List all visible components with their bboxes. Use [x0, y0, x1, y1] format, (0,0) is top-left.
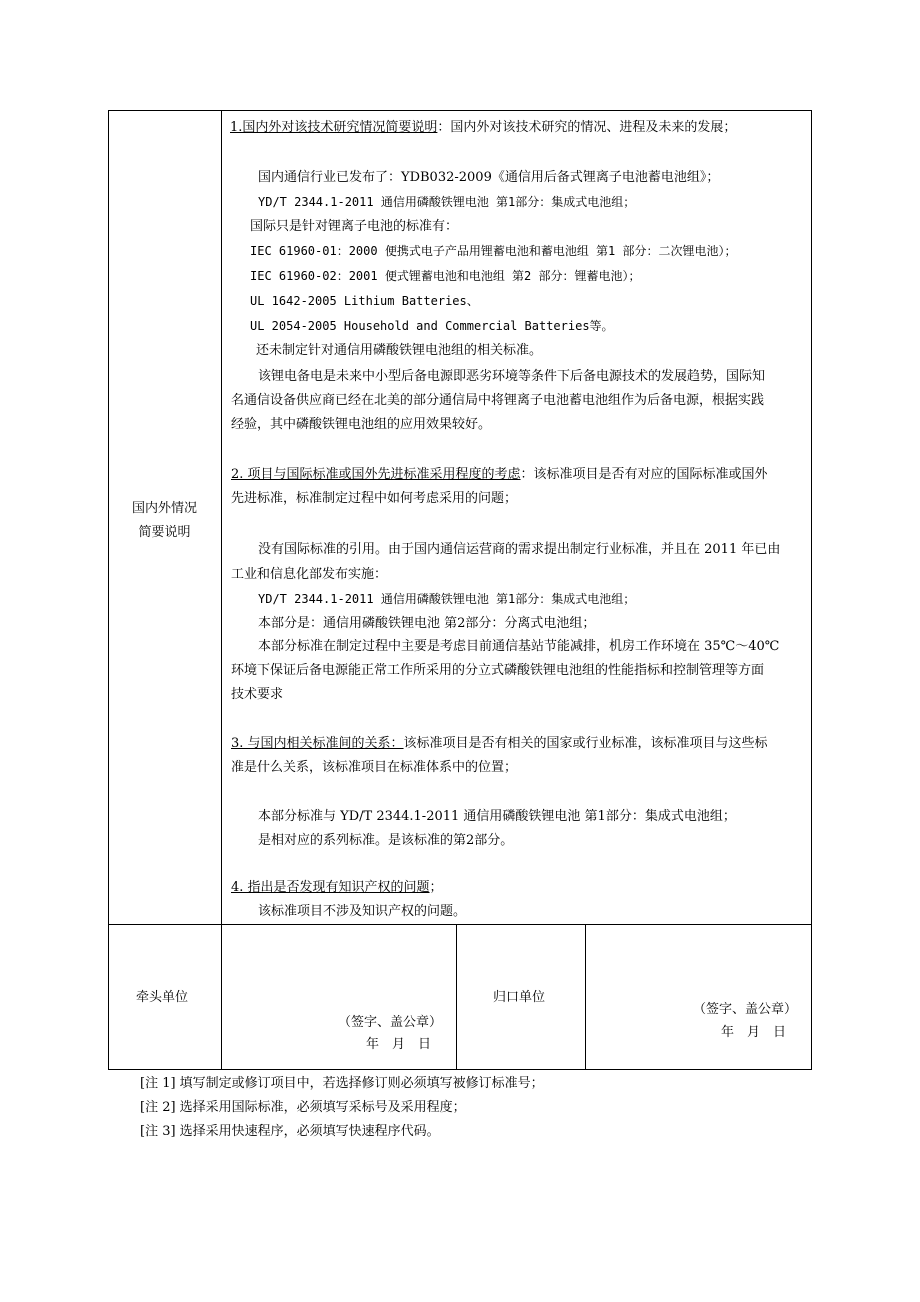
column-divider [456, 924, 457, 1070]
mgmt-unit-label: 归口单位 [493, 990, 546, 1005]
s2-line: 本部分标准在制定过程中主要是考虑目前通信基站节能减排，机房工作环境在 35℃～40℃ [258, 639, 780, 654]
note-1: [注 1] 填写制定或修订项目中，若选择修订则必须填写被修订标准号； [140, 1076, 544, 1091]
section-4-heading: 4. 指出是否发现有知识产权的问题； [231, 880, 443, 895]
section-3-heading-line2: 准是什么关系，该标准项目在标准体系中的位置； [231, 760, 518, 775]
column-divider [585, 924, 586, 1070]
column-divider [221, 110, 222, 1070]
s1-line: 名通信设备供应商已经在北美的部分通信局中将锂离子电池蓄电池组作为后备电源，根据实践 [231, 393, 765, 408]
lead-unit-date: 年 月 日 [366, 1037, 432, 1052]
s2-line: 本部分是：通信用磷酸铁锂电池 第2部分：分离式电池组； [258, 616, 596, 631]
mgmt-unit-date: 年 月 日 [721, 1025, 787, 1040]
s3-line: 是相对应的系列标准。是该标准的第2部分。 [258, 833, 514, 848]
s1-line: 该锂电备电是未来中小型后备电源即恶劣环境等条件下后备电源技术的发展趋势，国际知 [258, 369, 766, 384]
s1-line: UL 1642-2005 Lithium Batteries、 [250, 294, 479, 308]
s4-line: 该标准项目不涉及知识产权的问题。 [258, 904, 467, 919]
row-divider [108, 924, 812, 925]
row-label-line1: 国内外情况 [131, 501, 197, 516]
s1-line: 国际只是针对锂离子电池的标准有： [250, 219, 459, 234]
s1-line: IEC 61960-01：2000 便携式电子产品用锂蓄电池和蓄电池组 第1 部分：二次锂电池）； [250, 244, 737, 258]
section-2-heading: 2. 项目与国际标准或国外先进标准采用程度的考虑：该标准项目是否有对应的国际标准或国外 [231, 467, 768, 482]
s1-line: UL 2054-2005 Household and Commercial Batteries等。 [250, 319, 614, 333]
lead-unit-label: 牵头单位 [136, 990, 189, 1005]
s3-line: 本部分标准与 YD/T 2344.1-2011 通信用磷酸铁锂电池 第1部分：集成式电池组； [258, 809, 736, 824]
row-label-line2: 简要说明 [138, 525, 191, 540]
s1-line: 国内通信行业已发布了：YDB032-2009《通信用后备式锂离子电池蓄电池组》； [258, 170, 720, 185]
s2-line: 技术要求 [231, 687, 284, 702]
note-3: [注 3] 选择采用快速程序，必须填写快速程序代码。 [140, 1124, 440, 1139]
s2-line: 工业和信息化部发布实施： [231, 567, 388, 582]
note-2: [注 2] 选择采用国际标准，必须填写采标号及采用程度； [140, 1100, 466, 1115]
section-1-heading: 1.国内外对该技术研究情况简要说明：国内外对该技术研究的情况、进程及未来的发展； [230, 120, 737, 135]
s1-line: YD/T 2344.1-2011 通信用磷酸铁锂电池 第1部分：集成式电池组； [258, 195, 636, 209]
s1-line: 经验，其中磷酸铁锂电池组的应用效果较好。 [231, 417, 492, 432]
s2-line: YD/T 2344.1-2011 通信用磷酸铁锂电池 第1部分：集成式电池组； [258, 592, 636, 606]
mgmt-unit-sign: （签字、盖公章） [693, 1002, 798, 1017]
s2-line: 没有国际标准的引用。由于国内通信运营商的需求提出制定行业标准，并且在 2011 年已由 [258, 542, 781, 557]
s1-line: 还未制定针对通信用磷酸铁锂电池组的相关标准。 [256, 343, 543, 358]
section-2-heading-line2: 先进标准，标准制定过程中如何考虑采用的问题； [231, 491, 518, 506]
section-3-heading: 3. 与国内相关标准间的关系：该标准项目是否有相关的国家或行业标准，该标准项目与这些标 [231, 736, 768, 751]
s2-line: 环境下保证后备电源能正常工作所采用的分立式磷酸铁锂电池组的性能指标和控制管理等方面 [231, 663, 765, 678]
s1-line: IEC 61960-02：2001 便式锂蓄电池和电池组 第2 部分：锂蓄电池）； [250, 269, 641, 283]
lead-unit-sign: （签字、盖公章） [338, 1015, 443, 1030]
